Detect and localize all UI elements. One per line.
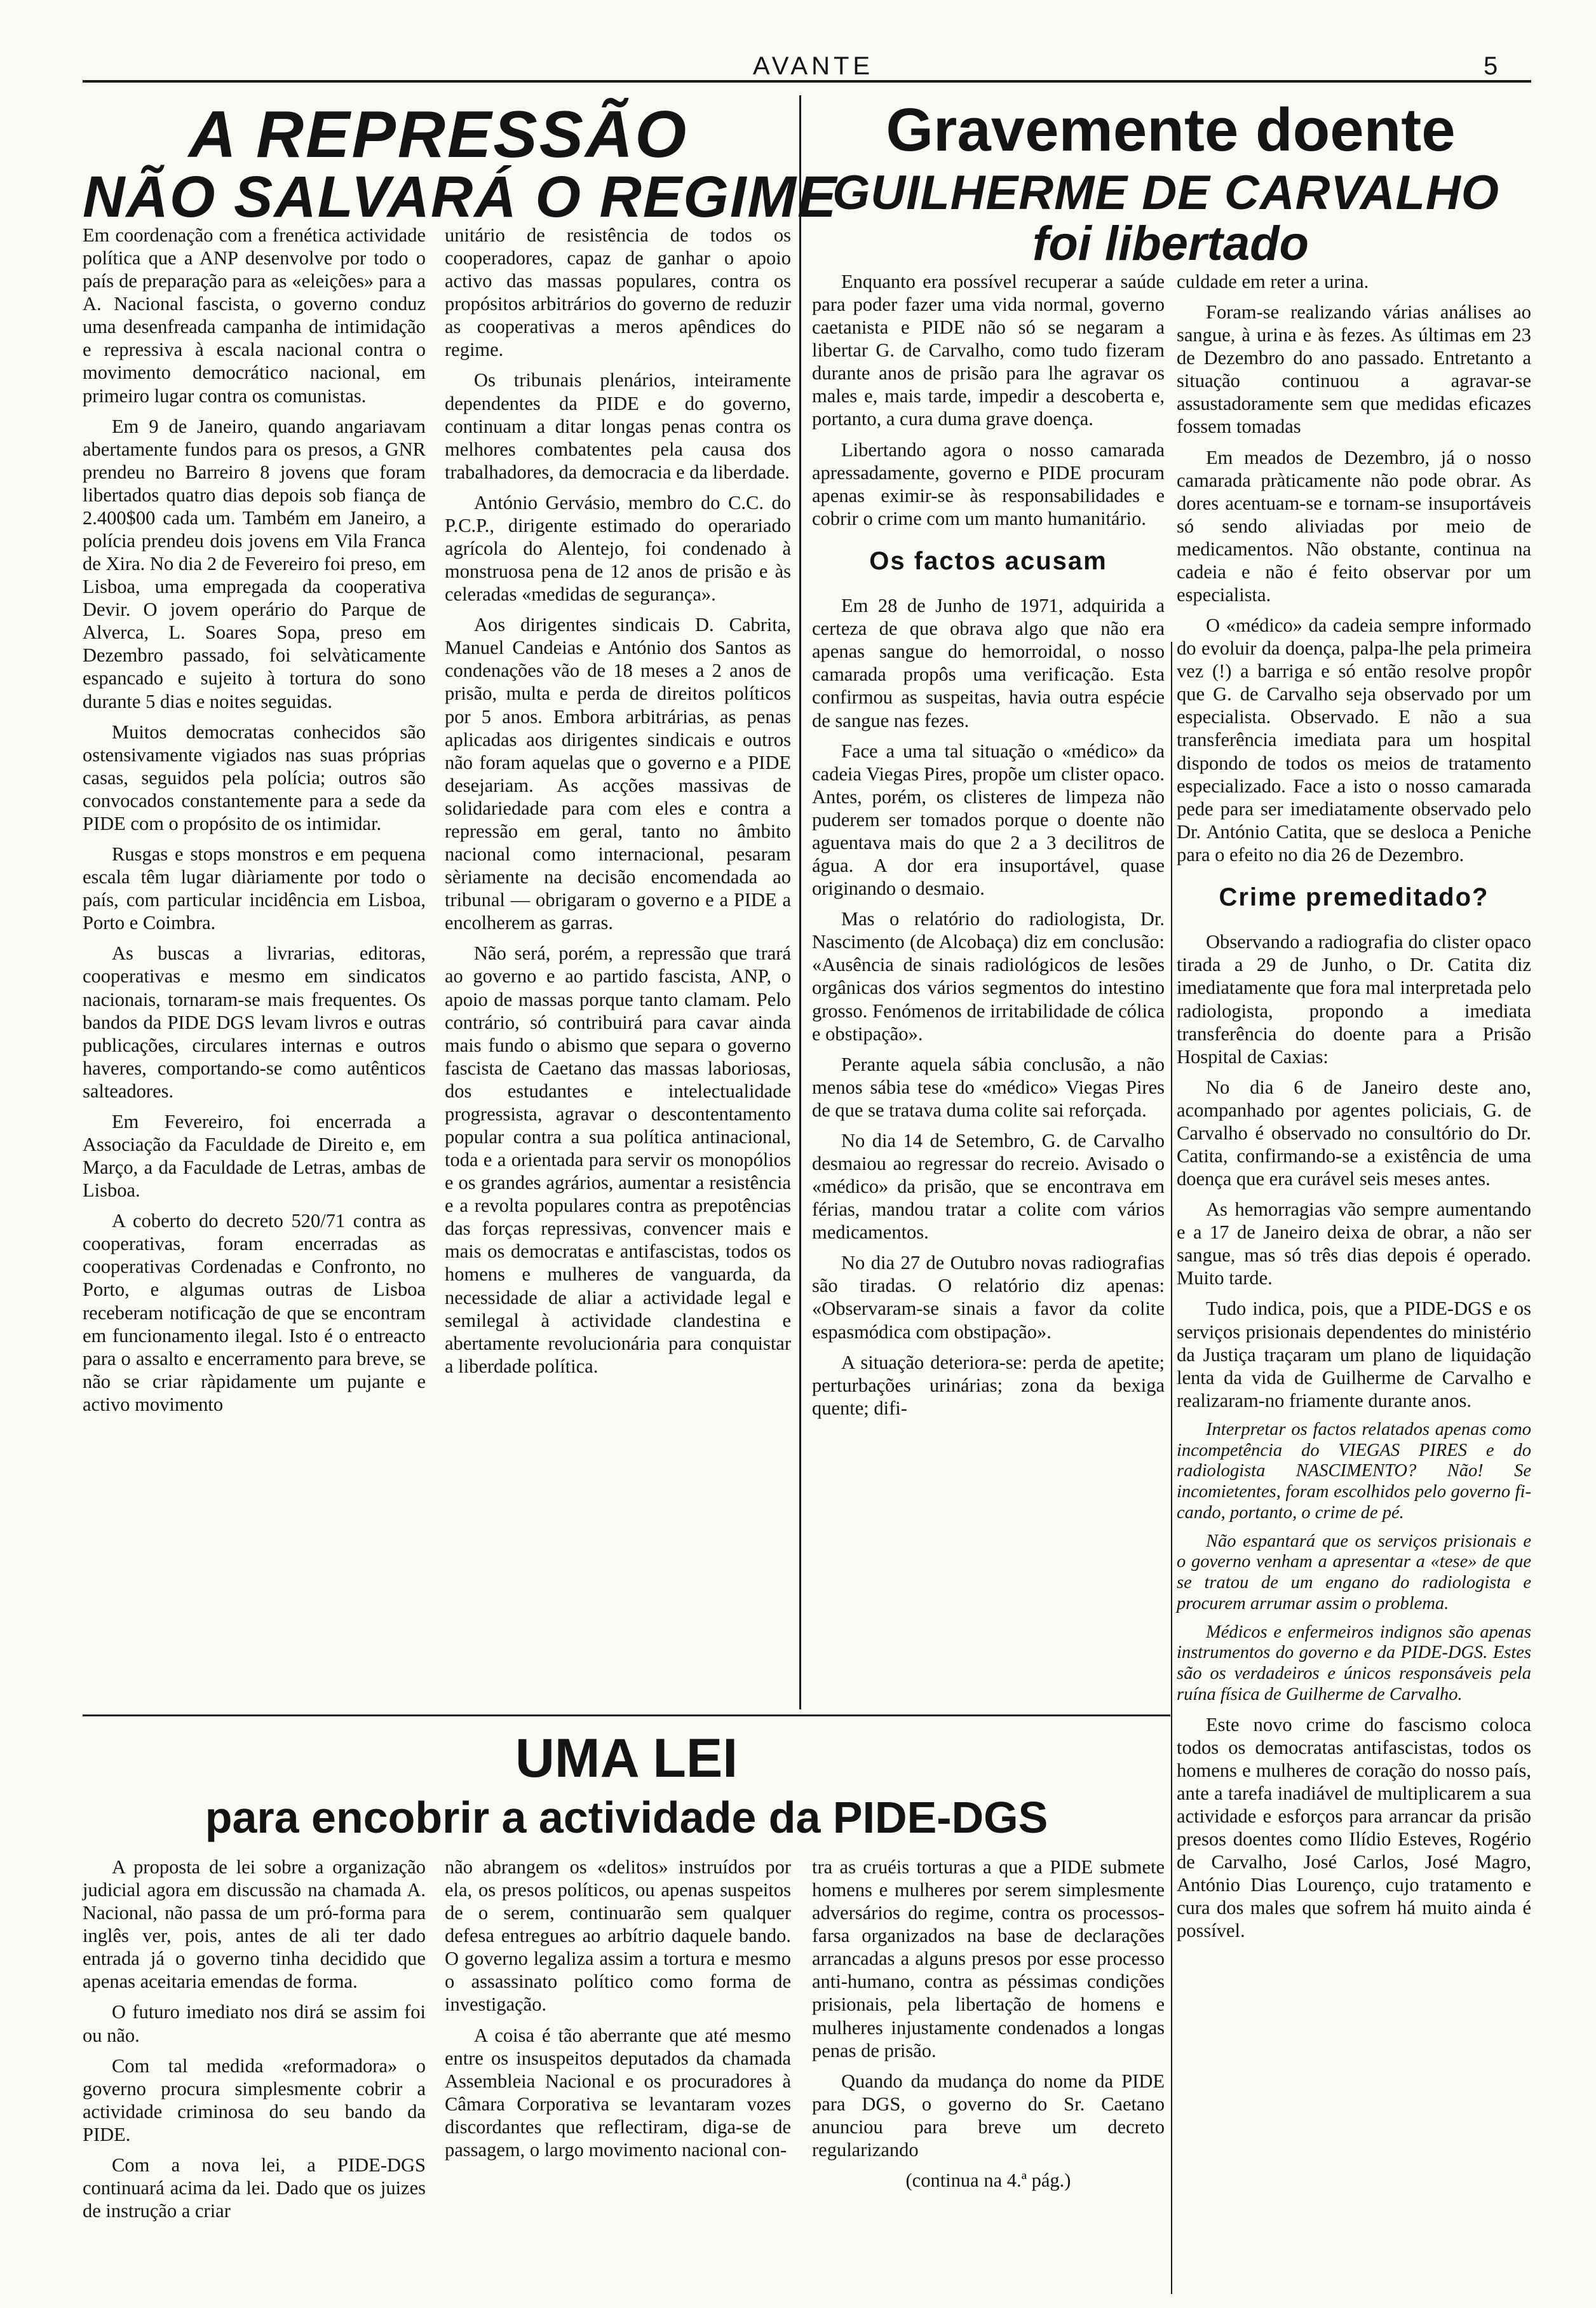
article-2-title-line-1: Gravemente doente	[886, 96, 1456, 164]
paragraph: Não será, porém, a repressão que trará ao governo e ao partido fascista, ANP, o apoio de massas porque tanto clamam. Pelo contrário, só contribuirá para cavar ainda mais fundo o abismo que separa o governo fascista de Caetano das massas laboriosas, dos estudantes e intelectualidade progressista, agravar o descontentamento popular contra a sua política antinacional, toda e a orientada para servir os monopólios e os grandes agrários, aumentar a resistência e a revolta populares contra as prepotências das forças repressivas, convencer mais e mais os democratas e antifascistas, todos os homens e mulheres de vanguarda, da necessidade de aliar a actividade legal e semilegal à actividade clandestina e abertamente revolucionária para conquistar a liberdade política.	[445, 942, 791, 1377]
italic-paragraph: Médicos e enfermeiros indignos são apenas instrumentos do governo e da PIDE-DGS. Estes são os verdadeiros e únicos responsáveis pela ruína física de Guilherme de Carvalho.	[1177, 1622, 1531, 1705]
article-1-column-2	[445, 224, 791, 1385]
article-3-title-line-2: para encobrir a actividade da PIDE-DGS	[205, 1793, 1048, 1842]
paragraph: Em 28 de Junho de 1971, adquirida a certeza de que obrava algo que não era apenas sangue do hemorroidal, o nosso camarada propôs uma verificação. Esta confirmou as suspeitas, havia outra espécie de sangue nas fezes.	[812, 595, 1165, 731]
continued-notice: (continua na 4.ª pág.)	[905, 2169, 1071, 2192]
paragraph: Mas o relatório do radiologista, Dr. Nascimento (de Alcobaça) diz em conclusão: «Ausência de sinais radiológicos de lesões orgânicas dos vários segmentos do intestino grosso. Fenómenos de irritabilidade de cólica e obstipação».	[812, 908, 1165, 1045]
paragraph: Com tal medida «reformadora» o governo procura simplesmente cobrir a actividade criminosa do seu bando da PIDE.	[83, 2054, 426, 2145]
paragraph: Libertando agora o nosso camarada apressadamente, governo e PIDE procuram apenas eximir-se às responsabilidades e cobrir o crime com um manto humanitário.	[812, 438, 1165, 529]
italic-paragraph: Não espantará que os serviços prisionais e o governo venham a apresentar a «tese» de que se tratou de um engano do radiologista e procurem arrumar assim o problema.	[1177, 1531, 1531, 1613]
article-3-column-3	[812, 1856, 1165, 2192]
paragraph: Em meados de Dezembro, já o nosso camarada pràticamente não pode obrar. As dores acentuam-se e tornam-se insuportáveis só sendo aliviadas por meio de medicamentos. Não obstante, continua na cadeia e não é feito observar por um especialista.	[1177, 446, 1531, 606]
paragraph: Rusgas e stops monstros e em pequena escala têm lugar diàriamente por todo o país, com particular incidência em Lisboa, Porto e Coimbra.	[83, 843, 426, 934]
subhead-os-factos-acusam: Os factos acusam	[869, 546, 1107, 575]
italic-paragraph: Interpretar os factos relatados apenas como incompetência do VIEGAS PIRES e do radiologista NASCIMENTO? Não! Se incomietentes, foram escolhidos pelo governo fi-cando, portanto, o crime de pé.	[1177, 1419, 1531, 1523]
paragraph: Em coordenação com a frenética actividade política que a ANP desenvolve por todo o país de preparação para as «eleições» para a A. Nacional fascista, o governo conduz uma desenfreada campanha de intimidação e repressiva à escala nacional contra o movimento democrático nacional, em primeiro lugar contra os comunistas.	[83, 224, 426, 407]
paragraph: Aos dirigentes sindicais D. Cabrita, Manuel Candeias e António dos Santos as condenações vão de 18 meses a 2 anos de prisão, multa e perda de direitos políticos por 5 anos. Embora arbitrárias, as penas aplicadas aos dirigentes sindicais e outros não foram aquelas que o governo e a PIDE desejariam. As acções massivas de solidariedade para com eles e contra a repressão em geral, tanto no âmbito nacional como internacional, pesaram sèriamente na decisão encomendada ao tribunal — obrigaram o governo e a PIDE a encolherem as garras.	[445, 614, 791, 934]
paragraph: A situação deteriora-se: perda de apetite; perturbações urinárias; zona da bexiga quente; difi-	[812, 1351, 1165, 1419]
paragraph: tra as cruéis torturas a que a PIDE submete homens e mulheres por serem simplesmente adversários do regime, contra os processos-farsa organizados na base de declarações arrancadas a alguns presos por esse processo anti-humano, contra as péssimas condições prisionais, pela libertação de homens e mulheres injustamente condenados a longas penas de prisão.	[812, 1856, 1165, 2061]
article-2-column-1	[812, 270, 1165, 1427]
page-number: 5	[1484, 52, 1502, 80]
article-3-column-2	[445, 1856, 791, 2169]
paragraph: No dia 14 de Setembro, G. de Carvalho desmaiou ao regressar do recreio. Avisado o «médico» da prisão, que se encontrava em férias, mandou tratar a colite com vários medicamentos.	[812, 1129, 1165, 1244]
paragraph: Os tribunais plenários, inteiramente dependentes da PIDE e do governo, continuam a ditar longas penas contra os melhores combatentes pela causa dos trabalhadores, da democracia e da liberdade.	[445, 369, 791, 483]
paragraph: Este novo crime do fascismo coloca todos os democratas antifascistas, todos os homens e mulheres de coração do nosso país, ante a tarefa inadiável de multiplicarem a sua actividade e esforços para arrancar da prisão presos doentes como Ilídio Esteves, Rogério de Carvalho, José Carlos, José Magro, António Dias Lourenço, cujo tratamento e cura dos males que sofrem há muito ainda é possível.	[1177, 1713, 1531, 1942]
paragraph: Tudo indica, pois, que a PIDE-DGS e os serviços prisionais dependentes do ministério da Justiça traçaram um plano de liquidação lenta da vida de Guilherme de Carvalho e realizaram-no friamente durante anos.	[1177, 1298, 1531, 1411]
article-2-column-2	[1177, 270, 1531, 1950]
paragraph: Com a nova lei, a PIDE-DGS continuará acima da lei. Dado que os juizes de instrução a criar	[83, 2154, 426, 2222]
column-divider-right	[1171, 642, 1172, 2294]
paragraph: As hemorragias vão sempre aumentando e a 17 de Janeiro deixa de obrar, a não ser sangue, mas só três dias depois é operado. Muito tarde.	[1177, 1198, 1531, 1289]
paragraph: Enquanto era possível recuperar a saúde para poder fazer uma vida normal, governo caetanista e PIDE não só se negaram a libertar G. de Carvalho, como tudo fizeram durante anos de prisão para lhe agravar os males e, mais tarde, impedir a descoberta e, portanto, a cura duma grave doença.	[812, 271, 1165, 430]
paragraph: A proposta de lei sobre a organização judicial agora em discussão na chamada A. Nacional, não passa de um pró-forma para inglês ver, pois, antes de ali ter dado entrada já o governo tinha decidido que apenas aceitaria emendas de forma.	[83, 1856, 426, 1993]
article-1-column-1	[83, 224, 426, 1423]
article-3-title-line-1: UMA LEI	[515, 1728, 738, 1789]
paragraph: Observando a radiografia do clister opaco tirada a 29 de Junho, o Dr. Catita diz imediatamente que fora mal interpretada pelo radiologista, propondo a imediata transferência do doente para a Prisão Hospital de Caxias:	[1177, 931, 1531, 1068]
paragraph: unitário de resistência de todos os cooperadores, capaz de ganhar o apoio activo das massas populares, contra os propósitos arbitrários do governo de reduzir as cooperativas a meros apêndices do regime.	[445, 224, 791, 361]
article-1-title-line-2: NÃO SALVARÁ O REGIME	[83, 165, 838, 229]
paragraph: O futuro imediato nos dirá se assim foi ou não.	[83, 2001, 426, 2046]
article-3-column-1	[83, 1856, 426, 2230]
paragraph: Muitos democratas conhecidos são ostensivamente vigiados nas suas próprias casas, seguidos pela polícia; outros são convocados constantemente para a sede da PIDE com o propósito de os intimidar.	[83, 721, 426, 834]
article-1-title-line-1: A REPRESSÃO	[188, 98, 689, 172]
paragraph: culdade em reter a urina.	[1177, 271, 1369, 292]
paragraph: Em Fevereiro, foi encerrada a Associação da Faculdade de Direito e, em Março, a da Faculdade de Letras, ambas de Lisboa.	[83, 1110, 426, 1202]
article-2-title-line-2: GUILHERME DE CARVALHO	[832, 166, 1499, 220]
header-rule	[83, 80, 1531, 83]
article-2-title-line-3: foi libertado	[1032, 217, 1309, 271]
article-3-top-rule	[83, 1714, 1170, 1716]
paragraph: Quando da mudança do nome da PIDE para DGS, o governo do Sr. Caetano anunciou para breve um decreto regularizando	[812, 2070, 1165, 2161]
paragraph: Foram-se realizando várias análises ao sangue, à urina e às fezes. As últimas em 23 de Dezembro do ano passado. Entretanto a situação continuou a agravar-se assustadoramente sem que medidas eficazes fossem tomadas	[1177, 301, 1531, 438]
column-divider-center	[799, 95, 801, 1709]
paragraph: A coisa é tão aberrante que até mesmo entre os insuspeitos deputados da chamada Assembleia Nacional e os procuradores à Câmara Corporativa se levantaram vozes discordantes que reflectiram, diga-se de passagem, o largo movimento nacional con-	[445, 2024, 791, 2161]
paragraph: No dia 27 de Outubro novas radiografias são tiradas. O relatório diz apenas: «Observaram-se sinais a favor da colite espasmódica com obstipação».	[812, 1252, 1165, 1343]
paragraph: Em 9 de Janeiro, quando angariavam abertamente fundos para os presos, a GNR prendeu no Barreiro 8 jovens que foram libertados quatro dias depois sob fiança de 2.400$00 cada um. Também em Janeiro, a polícia prendeu dois jovens em Vila Franca de Xira. No dia 2 de Fevereiro foi preso, em Lisboa, uma empregada da cooperativa Devir. O jovem operário do Parque de Alverca, L. Soares Sopa, preso em Dezembro passado, foi selvàticamente espancado e sujeito à tortura do sono durante 5 dias e noites seguidas.	[83, 415, 426, 712]
paragraph: Face a uma tal situação o «médico» da cadeia Viegas Pires, propõe um clister opaco. Antes, porém, os clisteres de limpeza não puderem ser tomados porque o doente não aguentava mais do que 2 a 3 decilitros de água. A dor era insuportável, quase originando o desmaio.	[812, 740, 1165, 900]
running-head-title: AVANTE	[753, 52, 874, 80]
paragraph: António Gervásio, membro do C.C. do P.C.P., dirigente estimado do operariado agrícola do Alentejo, foi condenado à monstruosa pena de 12 anos de prisão e às celeradas «medidas de segurança».	[445, 491, 791, 606]
paragraph: O «médico» da cadeia sempre informado do evoluir da doença, palpa-lhe pela primeira vez (!) a barriga e só então resolve propôr que G. de Carvalho seja observado por um especialista. Observado. E não a sua transferência imediata para um hospital dispondo de todos os meios de tratamento especializado. Face a isto o nosso camarada pede para ser imediatamente observado pelo Dr. António Catita, que se desloca a Peniche para o efeito no dia 26 de Dezembro.	[1177, 614, 1531, 866]
paragraph: não abrangem os «delitos» instruídos por ela, os presos políticos, ou apenas suspeitos de o serem, continuarão sem qualquer defesa entregues ao arbítrio daquele bando. O governo legaliza assim a tortura e mesmo o assassinato político como forma de investigação.	[445, 1856, 791, 2016]
paragraph: As buscas a livrarias, editoras, cooperativas e mesmo em sindicatos nacionais, tornaram-se mais frequentes. Os bandos da PIDE DGS levam livros e outras publicações, circulares internas e outros haveres, comportando-se como autênticos salteadores.	[83, 942, 426, 1102]
paragraph: A coberto do decreto 520/71 contra as cooperativas, foram encerradas as cooperativas Cordenadas e Confronto, no Porto, e algumas outras de Lisboa receberam notificação de que se encontram em funcionamento ilegal. Isto é o entreacto para o assalto e encerramento para breve, se não se criar ràpidamente um pujante e activo movimento	[83, 1210, 426, 1415]
paragraph: Perante aquela sábia conclusão, a não menos sábia tese do «médico» Viegas Pires de que se tratava duma colite sai reforçada.	[812, 1053, 1165, 1121]
paragraph: No dia 6 de Janeiro deste ano, acompanhado por agentes policiais, G. de Carvalho é observado no consultório do Dr. Catita, confirmando-se a existência de uma doença que era curável seis meses antes.	[1177, 1076, 1531, 1190]
subhead-crime-premeditado: Crime premeditado?	[1219, 883, 1489, 911]
